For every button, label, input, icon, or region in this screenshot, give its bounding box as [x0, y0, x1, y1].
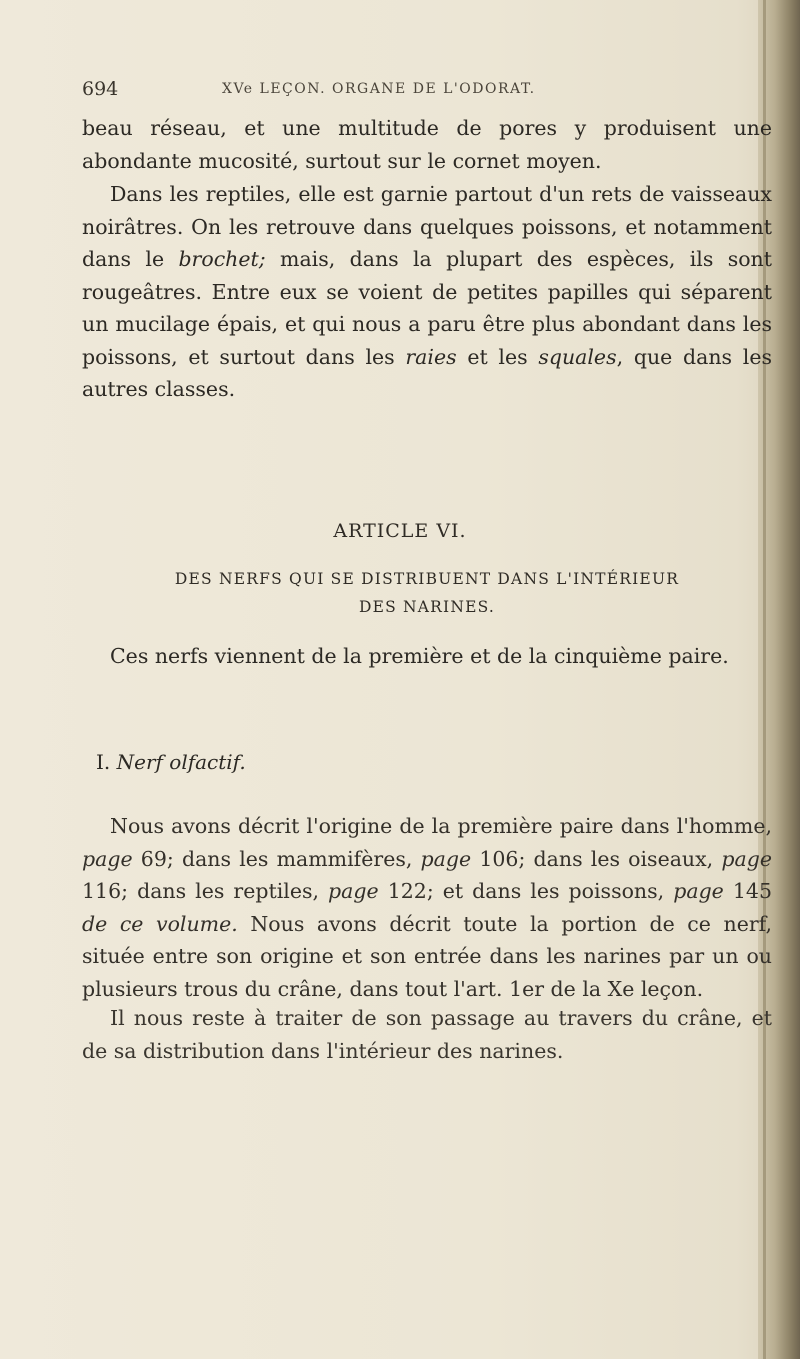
paragraph-1 — [82, 112, 772, 177]
p4-e: 106; dans les oiseaux, — [471, 846, 722, 871]
p4-g: 116; dans les reptiles, — [82, 879, 329, 903]
paragraph-5-text: Il nous reste à traiter de son passage au travers du crâne, et de sa distribution dans l'intérieur des narines. — [82, 1006, 772, 1063]
paragraph-1-text: beau réseau, et une multitude de pores y produisent une abondante mucosité, surtout sur le cornet moyen. — [82, 116, 772, 173]
subsection-number: I. — [96, 750, 111, 774]
p2-f: squales — [538, 344, 617, 369]
paragraph-4 — [82, 810, 772, 1005]
p4-a: Nous avons décrit l'origine de la première paire dans l'homme, — [110, 814, 772, 838]
p2-e: et les — [456, 344, 539, 369]
p2-g: , que dans les autres classes. — [82, 344, 772, 401]
p4-l: de ce volume. — [82, 911, 238, 936]
paragraph-2 — [82, 178, 772, 406]
p2-c: mais, dans la plupart des espèces, ils sont rougeâtres. Entre eux se voient de petites papilles qui séparent un mucilage épais, et qui nous a paru être plus abondant dans les poissons, et surtout dans les — [82, 247, 772, 369]
page-number: 694 — [82, 78, 119, 100]
subsection-title: Nerf olfactif. — [116, 750, 246, 774]
p4-i: 122; et dans les poissons, — [378, 879, 674, 903]
p2-b: brochet; — [178, 247, 266, 271]
paragraph-3 — [82, 640, 772, 673]
p2-d: raies — [405, 344, 457, 369]
p4-c: 69; dans les mammifères, — [132, 846, 421, 871]
p4-j: page — [673, 879, 724, 903]
p4-m: Nous avons décrit toute la portion de ce nerf, située entre son origine et son entrée dans les narines par un ou plusieurs trous du crâne, dans tout l'art. 1er de la Xe leçon. — [82, 911, 772, 1001]
p4-k: 145 — [723, 879, 772, 903]
p4-h: page — [328, 879, 379, 903]
subsection-heading — [96, 750, 246, 774]
running-head: XVe LEÇON. ORGANE DE L'ODORAT. — [222, 81, 536, 97]
paragraph-5 — [82, 1002, 772, 1067]
paragraph-3-text: Ces nerfs viennent de la première et de la cinquième paire. — [110, 644, 729, 668]
p4-f: page — [721, 846, 772, 871]
page-header — [82, 78, 762, 106]
article-subtitle — [82, 565, 772, 621]
p4-d: page — [420, 846, 472, 871]
article-title: ARTICLE VI. — [333, 520, 467, 542]
p4-b: page — [82, 846, 133, 871]
article-subtitle-line-1: DES NERFS QUI SE DISTRIBUENT DANS L'INTÉRIEUR — [174, 570, 680, 588]
article-subtitle-line-2: DES NARINES. — [358, 598, 496, 616]
p2-a: Dans les reptiles, elle est garnie partout d'un rets de vaisseaux noirâtres. On les retrouve dans quelques poissons, et notamment dans le — [82, 182, 772, 271]
